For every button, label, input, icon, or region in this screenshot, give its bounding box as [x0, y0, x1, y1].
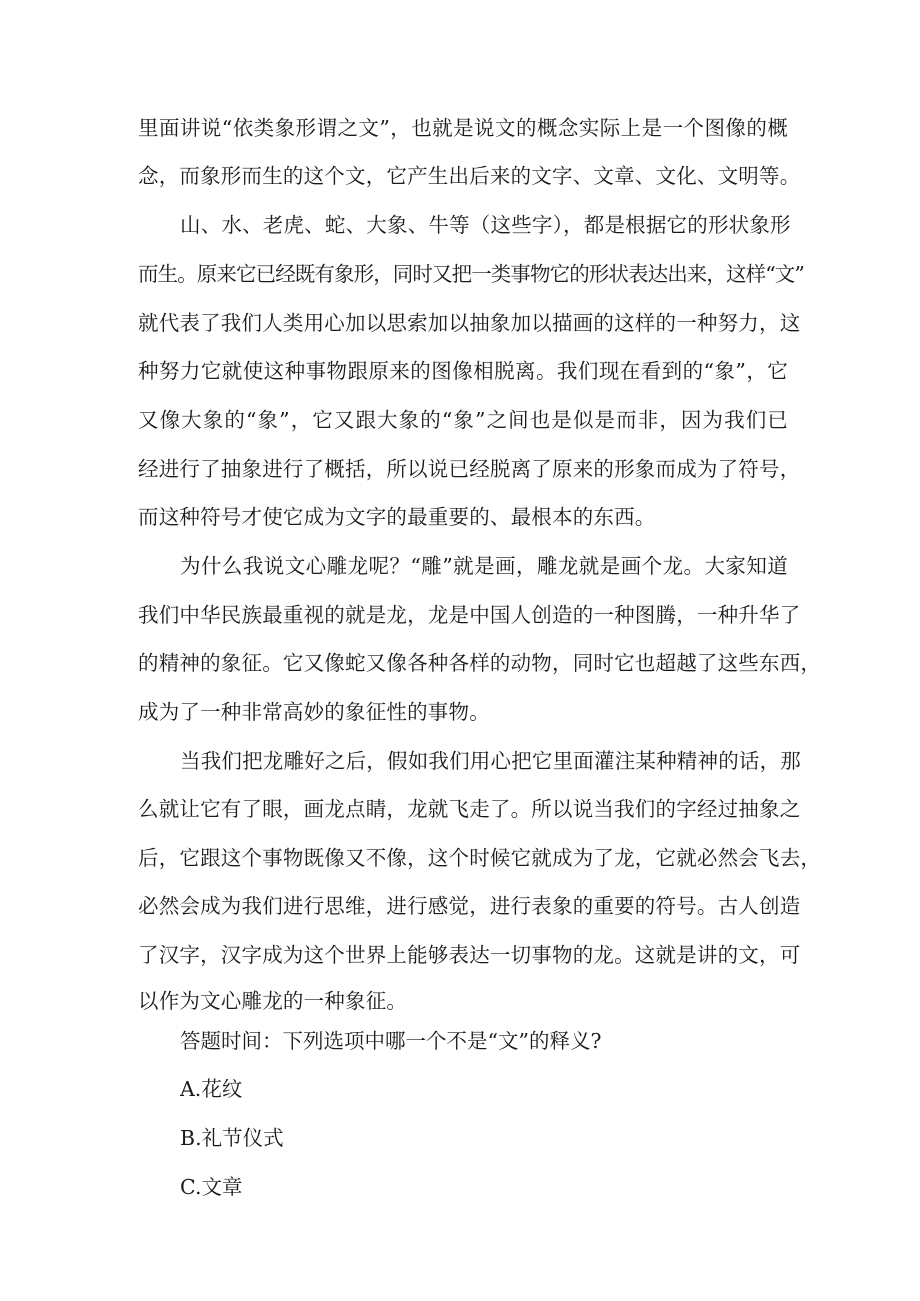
question-prompt: 答题时间：下列选项中哪一个不是“文”的释义? [180, 1029, 602, 1053]
paragraph-line: 就代表了我们人类用心加以思索加以抽象加以描画的这样的一种努力，这 [138, 311, 801, 335]
paragraph-line: 为什么我说文心雕龙呢？“雕”就是画，雕龙就是画个龙。大家知道 [180, 554, 788, 578]
paragraph-line: 念，而象形而生的这个文，它产生出后来的文字、文章、文化、文明等。 [138, 164, 801, 188]
paragraph-line: 当我们把龙雕好之后，假如我们用心把它里面灌注某种精神的话，那 [180, 749, 801, 773]
paragraph-line: 必然会成为我们进行思维，进行感觉，进行表象的重要的符号。古人创造 [138, 894, 801, 918]
paragraph-line: 成为了一种非常高妙的象征性的事物。 [138, 700, 490, 724]
paragraph-line: 么就让它有了眼，画龙点睛，龙就飞走了。所以说当我们的字经过抽象之 [138, 797, 801, 821]
paragraph-line: 后，它跟这个事物既像又不像，这个时候它就成为了龙，它就必然会飞去， [138, 846, 822, 870]
paragraph-line: 种努力它就使这种事物跟原来的图像相脱离。我们现在看到的“象”，它 [138, 359, 788, 383]
paragraph-line: 我们中华民族最重视的就是龙，龙是中国人创造的一种图腾，一种升华了 [138, 603, 801, 627]
paragraph-line: 的精神的象征。它又像蛇又像各种各样的动物，同时它也超越了这些东西， [138, 651, 822, 675]
paragraph-line: 而这种符号才使它成为文字的最重要的、最根本的东西。 [138, 505, 656, 529]
answer-option-b[interactable]: B.礼节仪式 [180, 1126, 284, 1150]
paragraph-line: 而生。原来它已经既有象形，同时又把一类事物它的形状表达出来，这样“文” [138, 262, 804, 286]
paragraph-line: 又像大象的“象”，它又跟大象的“象”之间也是似是而非，因为我们已 [138, 408, 788, 432]
paragraph-line: 经进行了抽象进行了概括，所以说已经脱离了原来的形象而成为了符号， [138, 457, 801, 481]
paragraph-line: 里面讲说“依类象形谓之文”，也就是说文的概念实际上是一个图像的概 [138, 116, 788, 140]
answer-option-c[interactable]: C.文章 [180, 1175, 243, 1199]
paragraph-line: 了汉字，汉字成为这个世界上能够表达一切事物的龙。这就是讲的文，可 [138, 943, 801, 967]
paragraph-line: 以作为文心雕龙的一种象征。 [138, 989, 408, 1013]
paragraph-line: 山、水、老虎、蛇、大象、牛等（这些字），都是根据它的形状象形 [180, 213, 791, 237]
answer-option-a[interactable]: A.花纹 [180, 1077, 243, 1101]
